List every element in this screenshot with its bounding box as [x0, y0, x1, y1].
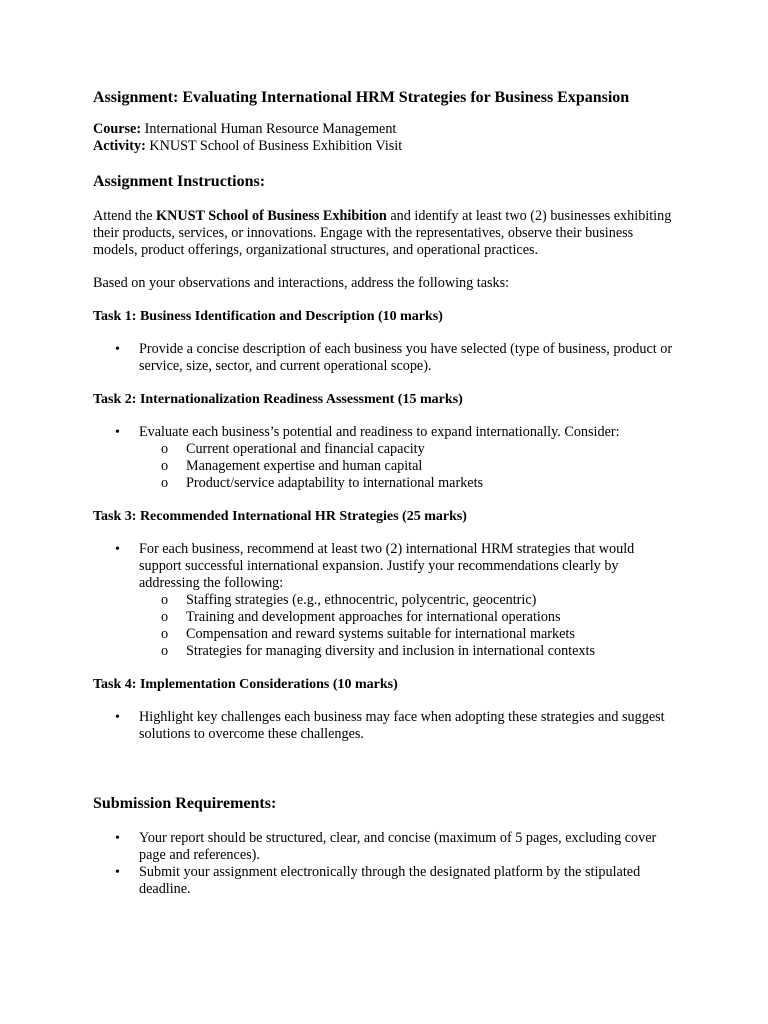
sub-bullet-glyph: o	[161, 609, 169, 625]
task-2-heading: Task 2: Internationalization Readiness Assessment (15 marks)	[93, 392, 463, 407]
intro-pre: Attend the	[93, 208, 157, 224]
bullet-glyph: •	[115, 342, 120, 357]
task-2-sublist	[139, 441, 675, 492]
bullet-glyph: •	[115, 710, 120, 725]
activity-value: KNUST School of Business Exhibition Visit	[149, 138, 403, 154]
instructions-heading: Assignment Instructions:	[93, 173, 266, 190]
list-item	[139, 643, 675, 660]
sub-item-text: Compensation and reward systems suitable for international markets	[186, 626, 575, 642]
sub-item-text: Management expertise and human capital	[186, 458, 423, 474]
intro-bold: KNUST School of Business Exhibition	[156, 208, 387, 224]
sub-bullet-glyph: o	[161, 643, 169, 659]
list-item	[139, 458, 675, 475]
task-3-list	[93, 541, 675, 660]
sub-bullet-glyph: o	[161, 626, 169, 642]
bullet-glyph: •	[115, 425, 120, 440]
course-line	[93, 121, 675, 138]
sub-bullet-glyph: o	[161, 458, 169, 474]
course-label: Course:	[93, 121, 142, 137]
intro-paragraph	[93, 208, 675, 259]
activity-label: Activity:	[93, 138, 146, 154]
list-item	[139, 626, 675, 643]
task-3-bullet-text: For each business, recommend at least two (2) international HRM strategies that would support successful international expansion. Justify your recommendations clearly by addressing the following:	[139, 541, 635, 591]
task-1-list	[93, 341, 675, 375]
list-item	[93, 709, 675, 743]
sub-item-text: Staffing strategies (e.g., ethnocentric, polycentric, geocentric)	[186, 592, 537, 608]
list-item	[93, 424, 675, 492]
task-3-sublist	[139, 592, 675, 660]
list-item	[139, 592, 675, 609]
list-item	[139, 475, 675, 492]
list-item	[139, 609, 675, 626]
bullet-glyph: •	[115, 831, 120, 846]
section-spacer	[93, 759, 675, 794]
task-4-bullet-text: Highlight key challenges each business may face when adopting these strategies and suggest solutions to overcome these challenges.	[139, 709, 665, 742]
list-item	[93, 341, 675, 375]
task-2-list	[93, 424, 675, 492]
list-item	[93, 864, 675, 898]
list-item	[139, 441, 675, 458]
task-1-bullet-text: Provide a concise description of each business you have selected (type of business, product or service, size, sector, and current operational scope).	[139, 341, 673, 374]
submission-list	[93, 830, 675, 898]
bullet-glyph: •	[115, 542, 120, 557]
sub-item-text: Training and development approaches for international operations	[186, 609, 561, 625]
bullet-glyph: •	[115, 865, 120, 880]
list-item	[93, 830, 675, 864]
intro-post: and identify at least two (2) businesses exhibiting their products, services, or innovations. Engage with the representatives, observe their business models, product offerings, organizational structures, and operational practices.	[93, 208, 672, 258]
sub-bullet-glyph: o	[161, 475, 169, 491]
task-1-heading: Task 1: Business Identification and Description (10 marks)	[93, 309, 443, 324]
task-4-heading: Task 4: Implementation Considerations (10 marks)	[93, 677, 398, 692]
sub-item-text: Current operational and financial capacity	[186, 441, 425, 457]
activity-line	[93, 138, 675, 155]
sub-bullet-glyph: o	[161, 592, 169, 608]
task-4-list	[93, 709, 675, 743]
list-item	[93, 541, 675, 660]
based-on-paragraph: Based on your observations and interactions, address the following tasks:	[93, 275, 510, 291]
sub-item-text: Product/service adaptability to international markets	[186, 475, 484, 491]
course-value: International Human Resource Management	[144, 121, 397, 137]
task-3-heading: Task 3: Recommended International HR Strategies (25 marks)	[93, 509, 467, 524]
sub-item-text: Strategies for managing diversity and inclusion in international contexts	[186, 643, 595, 659]
submission-item-text: Your report should be structured, clear, and concise (maximum of 5 pages, excluding cover page and references).	[139, 830, 657, 863]
submission-heading: Submission Requirements:	[93, 795, 277, 812]
sub-bullet-glyph: o	[161, 441, 169, 457]
submission-item-text: Submit your assignment electronically through the designated platform by the stipulated deadline.	[139, 864, 641, 897]
document-title: Assignment: Evaluating International HRM Strategies for Business Expansion	[93, 89, 630, 106]
task-2-bullet-text: Evaluate each business’s potential and readiness to expand internationally. Consider:	[139, 424, 620, 440]
